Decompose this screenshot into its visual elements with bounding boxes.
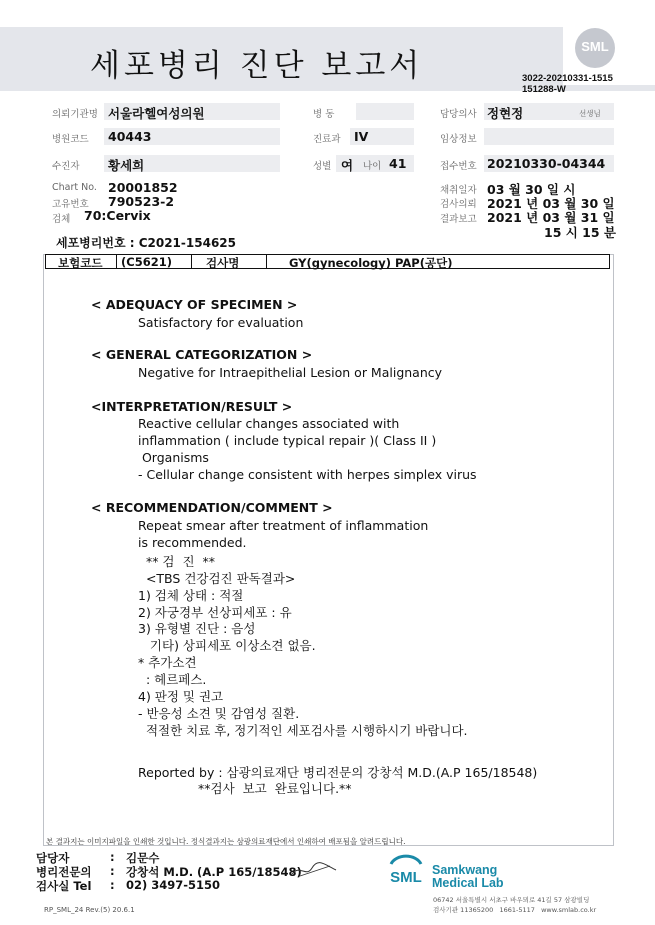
manager-label: 담당자 (36, 851, 70, 865)
examinee-value: 황세희 (108, 158, 145, 173)
recommendation-line: 4) 판정 및 권고 (138, 689, 224, 704)
general-categorization-text: Negative for Intraepithelial Lesion or Malignancy (138, 365, 443, 380)
code-row-divider (191, 255, 192, 268)
samkwang-logo-text: SML (390, 869, 422, 886)
recommendation-line: 기타) 상피세포 이상소견 없음. (138, 638, 316, 653)
insurance-code-label: 보험코드 (58, 256, 103, 270)
request-date-value: 2021 년 03 월 30 일 (487, 196, 615, 211)
recommendation-line: Repeat smear after treatment of inflammation (138, 518, 429, 533)
lab-tel-value: 02) 3497-5150 (126, 878, 221, 892)
manager-value: 김문수 (126, 851, 160, 865)
test-code-row (45, 254, 610, 269)
completion-text: **검사 보고 완료입니다.** (198, 781, 352, 796)
collect-date-label: 채취일자 (440, 185, 477, 196)
receipt-value: 20210330-04344 (487, 156, 606, 171)
clinical-label: 임상정보 (440, 134, 477, 145)
recommendation-line: 1) 검체 상태 : 적절 (138, 588, 244, 603)
test-name-value: GY(gynecology) PAP(공단) (289, 256, 453, 270)
unique-id-label: 고유번호 (52, 199, 89, 210)
sml-logo-text: SML (581, 39, 609, 54)
insurance-code-value: (C5621) (121, 255, 172, 269)
recommendation-line: <TBS 건강검진 판독결과> (138, 571, 296, 586)
reported-by: Reported by : 삼광의료재단 병리전문의 강창석 M.D.(A.P 165/18548) (138, 765, 538, 780)
recommendation-line: - 반응성 소견 및 감염성 질환. (138, 706, 300, 721)
specimen-value: 70:Cervix (84, 208, 151, 223)
receipt-label: 접수번호 (440, 161, 477, 172)
pathology-number: 세포병리번호 : C2021-154625 (56, 236, 236, 250)
doctor-value: 정현정 (487, 106, 524, 121)
hospital-value: 서울라헬여성의원 (108, 106, 205, 121)
pathologist-label: 병리전문의 (36, 865, 92, 879)
request-date-label: 검사의뢰 (440, 199, 477, 210)
interpretation-line: inflammation ( include typical repair )( Class II ) (138, 433, 437, 448)
chart-value: 20001852 (108, 180, 178, 195)
interpretation-line: Organisms (138, 450, 209, 465)
sex-value: 여 (341, 158, 354, 173)
signature-icon (290, 860, 338, 880)
recommendation-line: ** 검 진 ** (138, 554, 215, 569)
report-id-line2: 151288-W (522, 84, 566, 95)
colon: : (110, 878, 115, 892)
test-name-label: 검사명 (206, 256, 240, 270)
recommendation-line: 2) 자궁경부 선상피세포 : 유 (138, 605, 292, 620)
code-row-divider (266, 255, 267, 268)
recommendation-line: : 헤르페스. (138, 672, 207, 687)
ward-field-bg (356, 103, 414, 120)
report-id-line1: 3022-20210331-1515 (522, 73, 613, 84)
page-title: 세포병리 진단 보고서 (90, 48, 424, 84)
hospital-label: 의뢰기관명 (52, 109, 98, 120)
recommendation-heading: < RECOMMENDATION/COMMENT > (91, 500, 333, 515)
age-label: 나이 (363, 161, 382, 172)
collect-date-value: 03 월 30 일 시 (487, 182, 576, 197)
lab-tel-label: 검사실 Tel (36, 879, 92, 893)
department-label: 진료과 (313, 134, 341, 145)
interpretation-heading: <INTERPRETATION/RESULT > (91, 399, 293, 414)
report-date-value: 2021 년 03 월 31 일 (487, 210, 615, 225)
doctor-suffix: 선생님 (579, 109, 601, 118)
specimen-label: 검체 (52, 214, 71, 225)
recommendation-line: 적절한 치료 후, 정기적인 세포검사를 시행하시기 바랍니다. (138, 723, 468, 738)
sml-logo-icon (575, 28, 615, 68)
code-row-divider (116, 255, 117, 268)
interpretation-line: - Cellular change consistent with herpes simplex virus (138, 467, 477, 482)
recommendation-line: * 추가소견 (138, 655, 197, 670)
general-categorization-heading: < GENERAL CATEGORIZATION > (91, 347, 313, 362)
samkwang-logo-icon (385, 852, 427, 890)
age-value: 41 (389, 156, 407, 171)
recommendation-line: is recommended. (138, 535, 247, 550)
chart-label: Chart No. (52, 182, 97, 193)
sex-label: 성별 (313, 161, 332, 172)
lab-name-line1: Samkwang (432, 863, 498, 877)
doctor-label: 담당의사 (440, 109, 477, 120)
lab-name-line2: Medical Lab (432, 876, 504, 890)
print-notice: 본 결과지는 이미지파일을 인쇄한 것입니다. 정식결과지는 삼광의료재단에서 인쇄하여 배포됨을 알려드립니다. (46, 837, 406, 846)
lab-address (433, 895, 596, 915)
examinee-label: 수진자 (52, 161, 80, 172)
adequacy-text: Satisfactory for evaluation (138, 315, 304, 330)
pathologist-value: 강창석 M.D. (A.P 165/18548) (126, 865, 302, 879)
lab-name (432, 864, 504, 890)
unique-id-value: 790523-2 (108, 194, 175, 209)
form-code: RP_SML_24 Rev.(5) 20.6.1 (44, 906, 135, 914)
report-date-label: 결과보고 (440, 214, 477, 225)
recommendation-line: 3) 유형별 진단 : 음성 (138, 621, 256, 636)
adequacy-heading: < ADEQUACY OF SPECIMEN > (91, 297, 298, 312)
lab-address-line1: 06742 서울특별시 서초구 바우뫼로 41길 57 삼광빌딩 (433, 896, 590, 904)
colon: : (110, 850, 115, 864)
clinical-field-bg (484, 128, 614, 145)
colon: : (110, 864, 115, 878)
report-id (522, 73, 613, 95)
hospital-code-label: 병원코드 (52, 134, 89, 145)
report-frame (43, 254, 614, 846)
ward-label: 병 동 (313, 109, 335, 120)
report-time-value: 15 시 15 분 (544, 225, 616, 240)
interpretation-line: Reactive cellular changes associated with (138, 416, 400, 431)
lab-address-line2: 검사기관 11365200 1661-5117 www.smlab.co.kr (433, 906, 597, 914)
hospital-code-value: 40443 (108, 129, 152, 144)
department-value: IV (354, 129, 369, 144)
